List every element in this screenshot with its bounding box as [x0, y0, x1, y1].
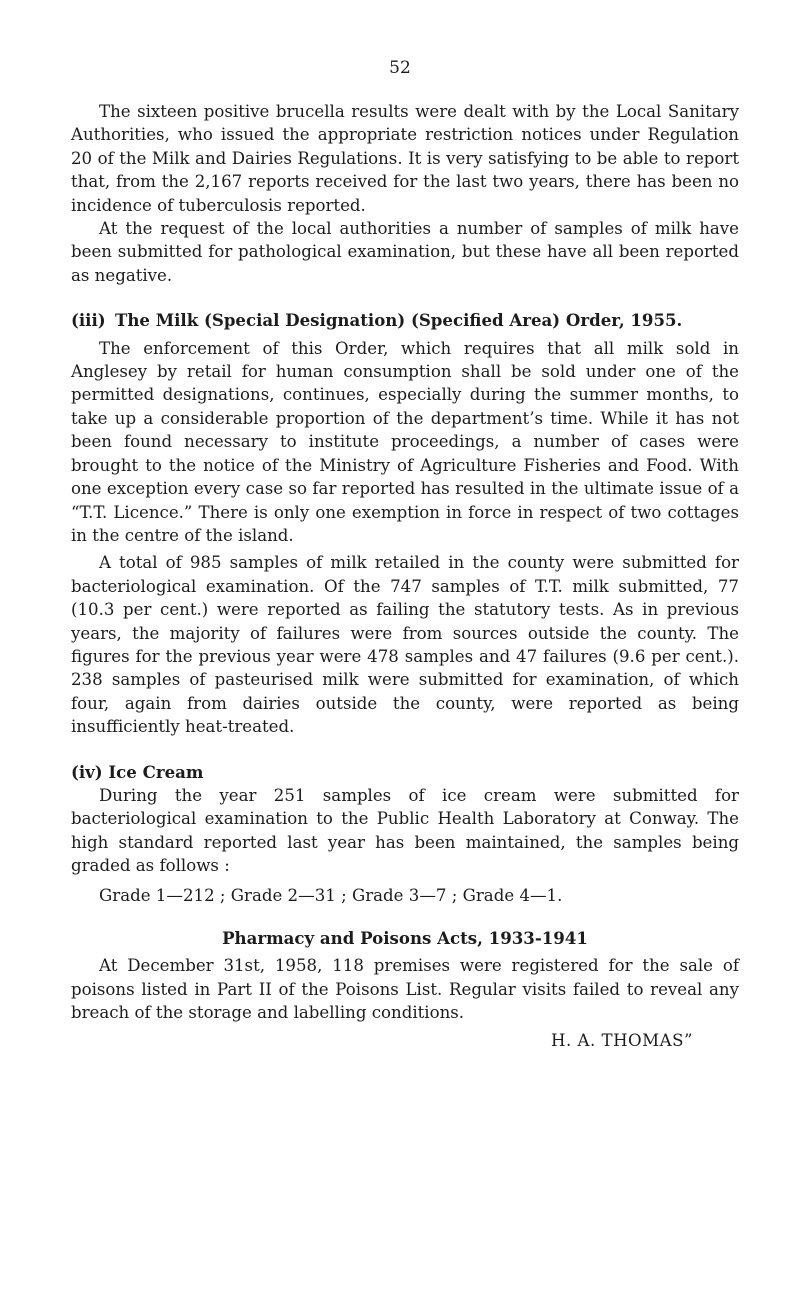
- heading-milk-order: [71, 309, 739, 332]
- paragraph-ice-cream: During the year 251 samples of ice cream were submitted for bacteriological examination to the Public Health Laboratory at Conway. The high standard reported last year has been maintained, the samples being graded as follows :: [71, 785, 739, 876]
- page-number: 52: [389, 58, 411, 78]
- paragraph-brucella: The sixteen positive brucella results were dealt with by the Local Sanitary Authorities, who issued the appropriate restriction notices under Regulation 20 of the Milk and Dairies Regulations. It is very satisfying to be able to report that, from the 2,167 reports received for the last two years, there has been no incidence of tuberculosis reported.: [71, 102, 739, 215]
- heading-milk-order-label: (iii): [71, 310, 106, 331]
- heading-pharmacy: Pharmacy and Poisons Acts, 1933-1941: [222, 928, 588, 948]
- heading-milk-order-text: The Milk (Special Designation) (Specified Area) Order, 1955.: [115, 310, 683, 331]
- document-body: [71, 100, 739, 1052]
- paragraph-pathological: At the request of the local authorities a number of samples of milk have been submitted for pathological examination, but these have all been reported as negative.: [71, 219, 739, 285]
- heading-ice-cream: (iv) Ice Cream: [71, 761, 204, 782]
- paragraph-enforcement: The enforcement of this Order, which requires that all milk sold in Anglesey by retail for human consumption shall be sold under one of the permitted designations, continues, especially during the summer months, to take up a considerable proportion of the department’s time. While it has not been found necessary to institute proceedings, a number of cases were brought to the notice of the Ministry of Agriculture Fisheries and Food. With one exception every case so far reported has resulted in the ultimate issue of a “T.T. Licence.” There is only one exemption in force in respect of two cottages in the centre of the island.: [71, 338, 739, 545]
- paragraph-milk-samples: A total of 985 samples of milk retailed in the county were submitted for bacteriological examination. Of the 747 samples of T.T. milk submitted, 77 (10.3 per cent.) were reported as failing the statutory tests. As in previous years, the majority of failures were from sources outside the county. The figures for the previous year were 478 samples and 47 failures (9.6 per cent.). 238 samples of pasteurised milk were submitted for examination, of which four, again from dairies outside the county, were reported as being insufficiently heat-treated.: [71, 553, 739, 737]
- paragraph-poisons: At December 31st, 1958, 118 premises were registered for the sale of poisons listed in Part II of the Poisons List. Regular visits failed to reveal any breach of the storage and labelling conditions.: [71, 956, 739, 1023]
- ice-cream-grades: Grade 1—212 ; Grade 2—31 ; Grade 3—7 ; Grade 4—1.: [99, 885, 563, 905]
- signature: H. A. THOMAS”: [550, 1030, 693, 1050]
